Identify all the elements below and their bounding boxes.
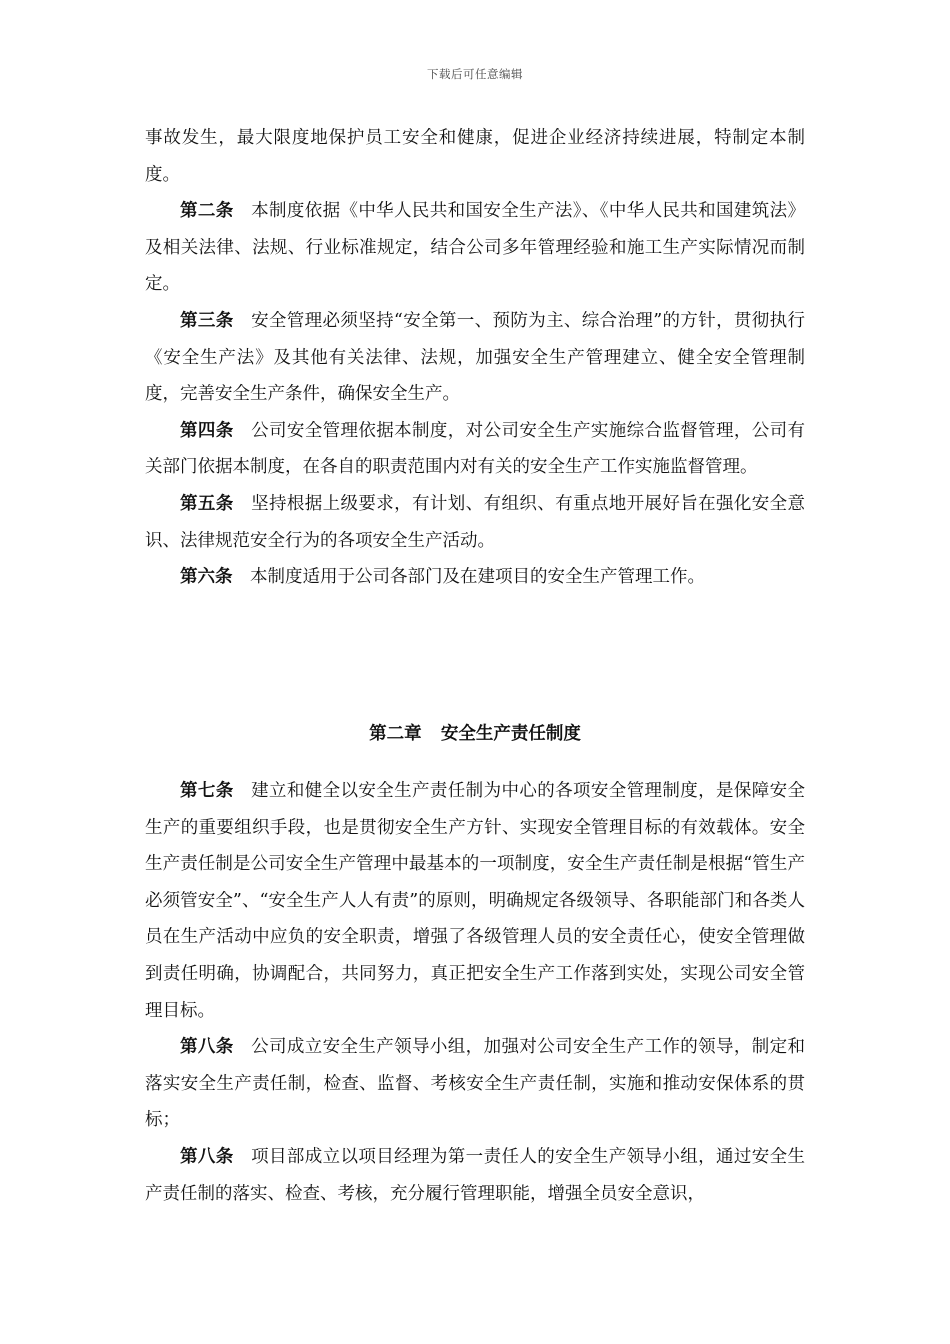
article-text: 建立和健全以安全生产责任制为中心的各项安全管理制度，是保障安全生产的重要组织手段，也是贯彻安全生产方针、实现安全管理目标的有效载体。安全生产责任制是公司安全生产管理中最基本的一项制度，安全生产责任制是根据“管生产必须管安全”、“安全生产人人有责”的原则，明确规定各级领导、各职能部门和各类人员在生产活动中应负的安全职责，增强了各级管理人员的安全责任心，使安全管理做到责任明确，协调配合，共同努力，真正把安全生产工作落到实处，实现公司安全管理目标。	[145, 781, 806, 1021]
article-text: 公司成立安全生产领导小组，加强对公司安全生产工作的领导，制定和落实安全生产责任制，检查、监督、考核安全生产责任制，实施和推动安保体系的贯标；	[145, 1037, 806, 1131]
chapter-title: 安全生产责任制度	[440, 724, 581, 744]
article-label: 第八条	[180, 1037, 234, 1058]
article-text: 安全管理必须坚持“安全第一、预防为主、综合治理”的方针，贯彻执行《安全生产法》及其他有关法律、法规，加强安全生产管理建立、健全安全管理制度，完善安全生产条件，确保安全生产。	[145, 310, 805, 405]
continuation-paragraph: 事故发生，最大限度地保护员工安全和健康，促进企业经济持续进展，特制定本制度。	[145, 128, 805, 185]
page-header: 下载后可任意编辑	[427, 67, 523, 81]
article-text: 坚持根据上级要求，有计划、有组织、有重点地开展好旨在强化安全意识、法律规范安全行为的各项安全生产活动。	[145, 493, 806, 551]
article-paragraph	[145, 559, 805, 596]
section-2	[145, 773, 805, 1212]
article-paragraph	[145, 1139, 805, 1212]
article-paragraph	[145, 193, 805, 303]
article-label: 第五条	[180, 493, 234, 514]
article-label: 第二条	[180, 201, 234, 222]
article-paragraph	[145, 1029, 805, 1139]
chapter-heading	[0, 716, 950, 752]
article-text: 本制度适用于公司各部门及在建项目的安全生产管理工作。	[250, 567, 705, 588]
article-text: 公司安全管理依据本制度，对公司安全生产实施综合监督管理，公司有关部门依据本制度，在各自的职责范围内对有关的安全生产工作实施监督管理。	[145, 420, 806, 478]
article-label: 第八条	[180, 1146, 234, 1167]
article-paragraph	[145, 486, 805, 559]
article-text: 项目部成立以项目经理为第一责任人的安全生产领导小组，通过安全生产责任制的落实、检查、考核，充分履行管理职能，增强全员安全意识，	[145, 1146, 806, 1204]
article-label: 第七条	[180, 781, 234, 801]
chapter-number: 第二章	[369, 724, 422, 744]
article-label: 第六条	[180, 567, 233, 588]
article-paragraph	[145, 773, 805, 1029]
article-paragraph	[145, 413, 805, 486]
article-label: 第三条	[180, 310, 234, 331]
article-paragraph	[145, 303, 805, 413]
article-label: 第四条	[180, 420, 234, 441]
section-1	[145, 120, 805, 596]
article-text: 本制度依据《中华人民共和国安全生产法》、《中华人民共和国建筑法》及相关法律、法规、行业标准规定，结合公司多年管理经验和施工生产实际情况而制定。	[145, 201, 806, 295]
